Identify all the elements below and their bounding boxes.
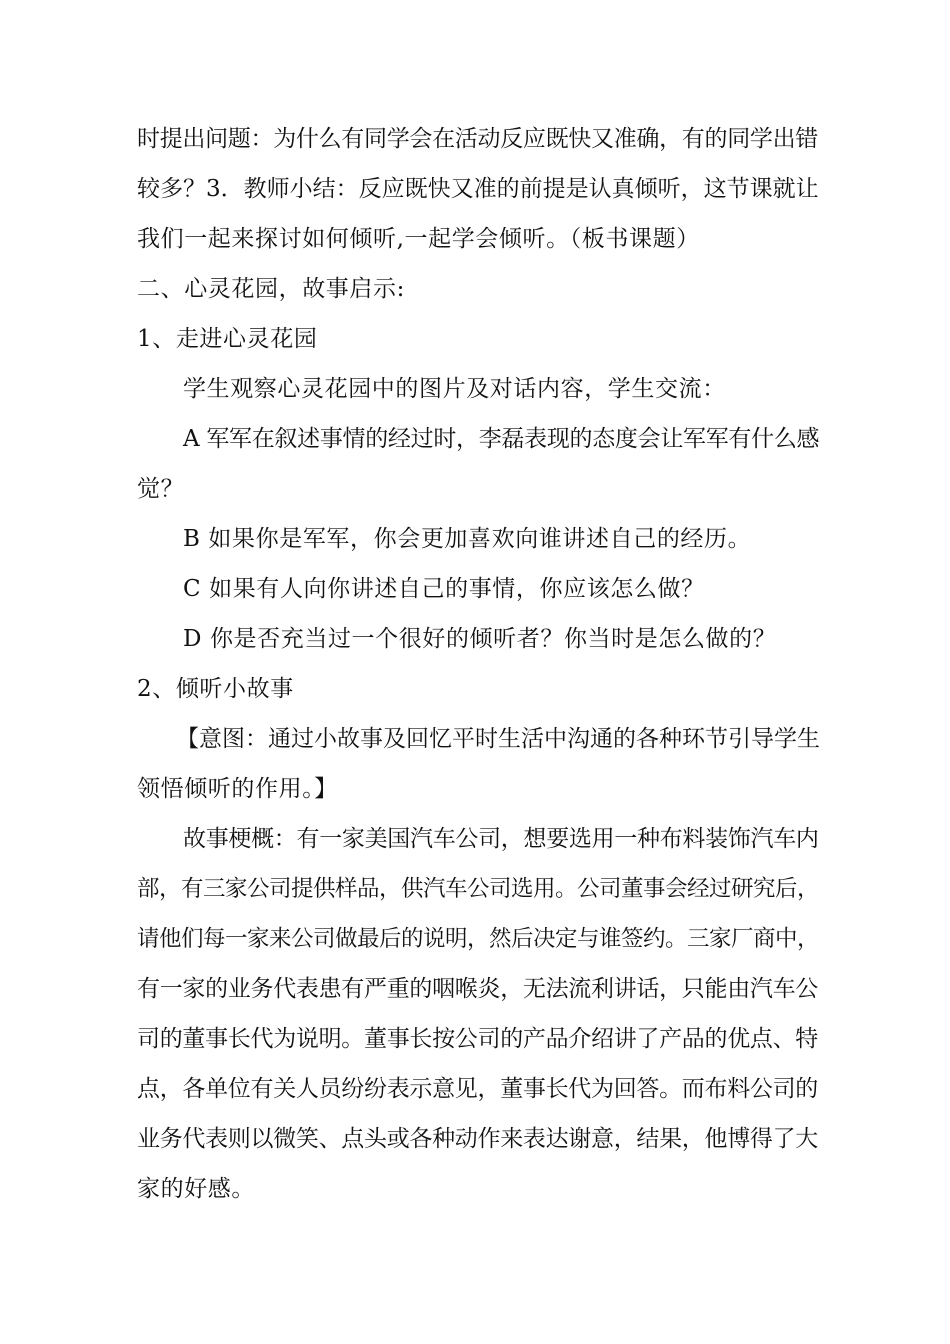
question-b: B 如果你是军军，你会更加喜欢向谁讲述自己的经历。 bbox=[183, 526, 752, 552]
story-line: 业务代表则以微笑、点头或各种动作来表达谢意，结果，他博得了大 bbox=[137, 1126, 819, 1152]
paragraph-line: 学生观察心灵花园中的图片及对话内容，学生交流： bbox=[183, 376, 726, 402]
subsection-heading: 1、走进心灵花园 bbox=[137, 326, 318, 352]
paragraph-line: 我们一起来探讨如何倾听,一起学会倾听。（板书课题） bbox=[137, 226, 700, 252]
story-line: 点，各单位有关人员纷纷表示意见，董事长代为回答。而布料公司的 bbox=[137, 1076, 819, 1102]
intent-note-continued: 领悟倾听的作用。】 bbox=[137, 776, 338, 802]
paragraph-line: 较多？3．教师小结：反应既快又准的前提是认真倾听，这节课就让 bbox=[137, 176, 819, 202]
story-line: 家的好感。 bbox=[137, 1176, 255, 1202]
paragraph-line: 时提出问题：为什么有同学会在活动反应既快又准确，有的同学出错 bbox=[137, 126, 819, 152]
subsection-heading: 2、倾听小故事 bbox=[137, 676, 294, 702]
question-a-continued: 觉？ bbox=[137, 476, 185, 502]
question-a: A 军军在叙述事情的经过时，李磊表现的态度会让军军有什么感 bbox=[183, 426, 820, 452]
story-line: 部，有三家公司提供样品，供汽车公司选用。公司董事会经过研究后， bbox=[137, 876, 820, 902]
question-c: C 如果有人向你讲述自己的事情，你应该怎么做？ bbox=[183, 576, 705, 602]
intent-note: 【意图：通过小故事及回忆平时生活中沟通的各种环节引导学生 bbox=[176, 726, 820, 752]
question-d: D 你是否充当过一个很好的倾听者？你当时是怎么做的？ bbox=[183, 626, 777, 652]
story-line: 司的董事长代为说明。董事长按公司的产品介绍讲了产品的优点、特 bbox=[137, 1026, 819, 1052]
story-line: 请他们每一家来公司做最后的说明，然后决定与谁签约。三家厂商中， bbox=[137, 926, 820, 952]
story-line: 有一家的业务代表患有严重的咽喉炎，无法流利讲话，只能由汽车公 bbox=[137, 976, 819, 1002]
story-line: 故事梗概：有一家美国汽车公司，想要选用一种布料装饰汽车内 bbox=[183, 826, 819, 852]
section-heading: 二、心灵花园，故事启示: bbox=[137, 276, 405, 302]
